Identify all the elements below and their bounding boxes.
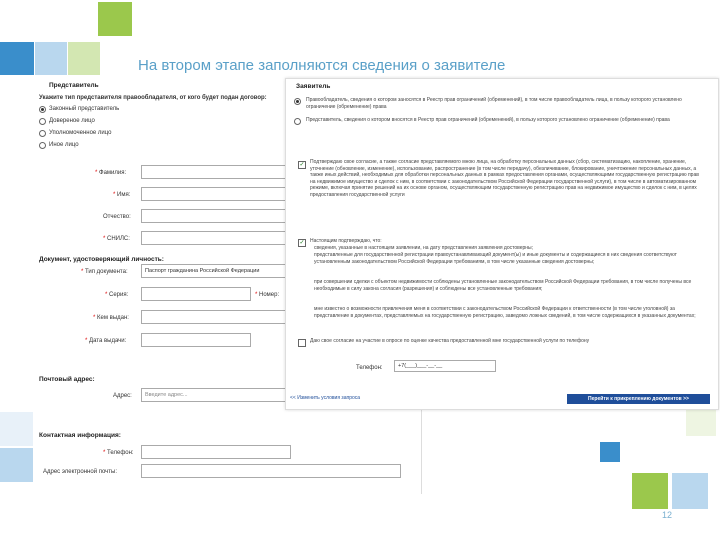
slide-title: На втором этапе заполняются сведения о заявителе	[138, 57, 506, 74]
applicant-consent-panel	[285, 78, 719, 410]
doc-type-select[interactable]: Паспорт гражданина Российской Федерации	[141, 264, 291, 278]
section-postal-address: Почтовый адрес:	[39, 376, 95, 383]
decor-square	[0, 42, 34, 75]
confirm-item: представленные для государственной регистрации правоустанавливающий документ(ы) и иные документы и содержащиеся в них сведения соответствуют установленным законодательством Российской Федерации требованиям, в том числе указанные сведения достоверны;	[314, 252, 677, 265]
option-representative-text: Представитель, сведения о котором вносятся в Реестр прав ограничений (обременений), в пользу которого установлено ограничение (обременение) права	[306, 117, 670, 123]
confirm-item: при совершении сделки с объектом недвижимости соблюдены установленные законодательством Российской Федерации требования, в том числе получены все необходимые в силу закона согласия (разрешения) и соблюдены все установленные требования;	[314, 279, 692, 292]
decor-square	[632, 473, 668, 509]
decor-square	[68, 42, 100, 75]
page-number: 12	[662, 510, 673, 520]
issued-by-label: * Кем выдан:	[93, 315, 129, 321]
radio-label: Законный представитель	[49, 106, 120, 112]
decor-square	[0, 412, 34, 446]
email-label: Адрес электронной почты:	[43, 469, 118, 475]
confirm-item: мне известно о возможности привлечения меня в соответствии с законодательством Российской Федерации к ответственности (в том числе уголовной) за представление в документах, представляемых на государственную регистрацию, заведомо ложных сведений, в том числе содержащихся в указанных документах;	[314, 306, 696, 319]
survey-phone-input[interactable]: +7(___)___-__-__	[394, 360, 496, 372]
radio-label: Уполномоченное лицо	[49, 130, 112, 136]
snils-label: * СНИЛС:	[103, 236, 130, 242]
decor-square	[35, 42, 67, 75]
issue-date-label: * Дата выдачи:	[85, 338, 127, 344]
section-applicant-panel: Заявитель	[296, 83, 331, 90]
decor-square	[0, 448, 34, 482]
radio-rightholder[interactable]	[294, 98, 301, 105]
next-attach-documents-button[interactable]: Перейти к прикреплению документов >>	[567, 394, 710, 404]
radio-other-person[interactable]	[39, 142, 46, 149]
decor-square	[98, 2, 132, 36]
representative-type-question: Укажите тип представителя правообладателя, от кого будет подан договор:	[39, 95, 267, 101]
option-rightholder-text: Правообладатель, сведения о котором заносятся в Реестр прав ограничений (обременений), в том числе правообладатель лица, в пользу которого установлено ограничение (обременение) права	[306, 97, 682, 110]
name-label: * Имя:	[113, 192, 131, 198]
doc-type-label: * Тип документа:	[81, 269, 128, 275]
address-input[interactable]: Введите адрес...	[141, 388, 291, 402]
confirm-item: сведения, указанные в настоящем заявлении, на дату представления заявления достоверны;	[314, 245, 534, 251]
radio-label: Довереное лицо	[49, 118, 95, 124]
confirm-title: Настоящим подтверждаю, что:	[310, 238, 382, 244]
radio-trusted-person[interactable]	[39, 118, 46, 125]
patronymic-label: Отчество:	[103, 214, 131, 220]
decor-square	[686, 408, 716, 436]
section-applicant: Представитель	[49, 82, 99, 89]
decor-square	[672, 473, 708, 509]
consent-pd-text: Подтверждаю свое согласие, а также согласие представляемого мною лица, на обработку персональных данных (сбор, систематизацию, накопление, хранение, уточнение (обновление, изменение), использование, распространение (в том числе передачу), обезличивание, блокирование, уничтожение персональных данных, а также иных действий, необходимых для обработки персональных данных в рамках предоставления органами, осуществляющими государственную регистрацию прав на недвижимое имущество и сделок с ним, в соответствии с законодательством Российской Федерации государственной услуги), в том числе в автоматизированном режиме, включая принятие решений на их основе органом, осуществляющим государственную регистрацию прав на недвижимое имущество и сделок с ним, в целях предоставления государственной услуги	[310, 159, 699, 198]
address-label: Адрес:	[113, 393, 132, 399]
decor-square	[600, 442, 620, 462]
survey-text: Даю свое согласие на участие в опросе по оценке качества предоставленной мне государственной услуги по телефону	[310, 338, 590, 344]
radio-authorized-person[interactable]	[39, 130, 46, 137]
series-input[interactable]	[141, 287, 251, 301]
section-document: Документ, удостоверяющий личность:	[39, 256, 164, 263]
consent-pd-checkbox[interactable]: ✓	[299, 162, 305, 168]
surname-label: * Фамилия:	[95, 170, 127, 176]
number-label: * Номер:	[255, 292, 280, 298]
series-label: * Серия:	[105, 292, 129, 298]
issue-date-input[interactable]	[141, 333, 251, 347]
phone-label: * Телефон:	[103, 450, 134, 456]
radio-representative[interactable]	[294, 118, 301, 125]
change-request-link[interactable]: << Изменить условия запроса	[290, 395, 361, 401]
phone-input[interactable]	[141, 445, 291, 459]
radio-legal-representative[interactable]	[39, 106, 46, 113]
radio-label: Иное лицо	[49, 142, 79, 148]
confirm-checkbox[interactable]: ✓	[299, 240, 305, 246]
survey-checkbox[interactable]	[298, 339, 306, 347]
email-input[interactable]	[141, 464, 401, 478]
survey-phone-label: Телефон:	[356, 365, 383, 371]
section-contact: Контактная информация:	[39, 432, 121, 439]
